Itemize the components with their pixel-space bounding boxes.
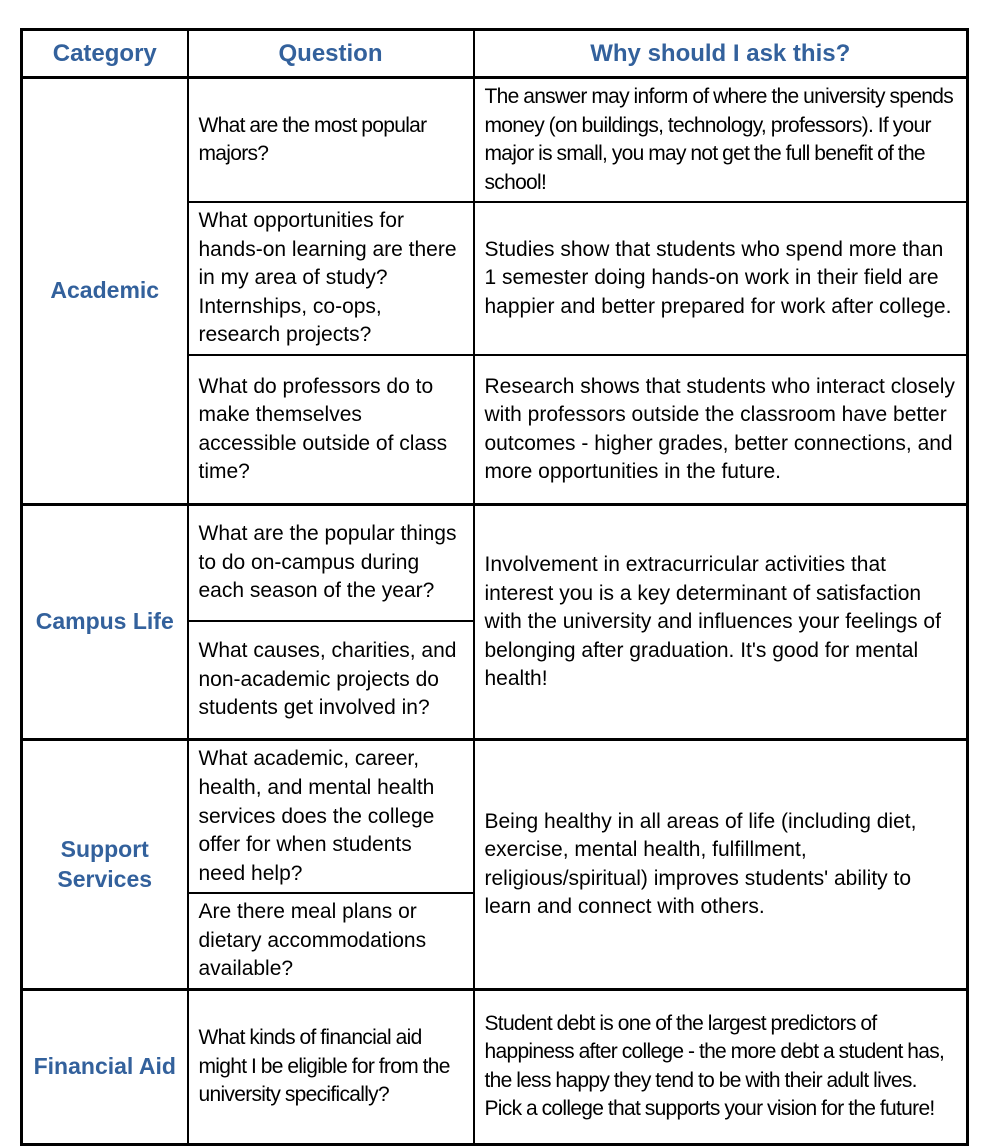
column-header-question: Question xyxy=(188,30,474,78)
question-cell-professor-access: What do professors do to make themselves accessible outside of class time? xyxy=(188,355,474,505)
table-row xyxy=(22,505,968,621)
category-cell-financial-aid: Financial Aid xyxy=(22,989,188,1144)
category-cell-academic: Academic xyxy=(22,78,188,505)
answer-cell-support-services: Being healthy in all areas of life (including diet, exercise, mental health, fulfillment, religious/spiritual) improves students' ability to learn and connect with others. xyxy=(474,740,968,989)
question-cell-meal-plans: Are there meal plans or dietary accommodations available? xyxy=(188,893,474,989)
table-row xyxy=(22,740,968,893)
table-row xyxy=(22,989,968,1144)
answer-cell-hands-on-learning: Studies show that students who spend more than 1 semester doing hands-on work in their field are happier and better prepared for work after college. xyxy=(474,202,968,355)
answer-cell-campus-life: Involvement in extracurricular activities that interest you is a key determinant of satisfaction with the university and influences your feelings of belonging after graduation. It's good for mental health! xyxy=(474,505,968,740)
category-cell-support-services: Support Services xyxy=(22,740,188,989)
header-row xyxy=(22,30,968,78)
question-cell-popular-majors: What are the most popular majors? xyxy=(188,78,474,203)
answer-cell-professor-access: Research shows that students who interact closely with professors outside the classroom have better outcomes - higher grades, better connections, and more opportunities in the future. xyxy=(474,355,968,505)
answer-cell-popular-majors: The answer may inform of where the university spends money (on buildings, technology, professors). If your major is small, you may not get the full benefit of the school! xyxy=(474,78,968,203)
category-cell-campus-life: Campus Life xyxy=(22,505,188,740)
question-cell-support-services: What academic, career, health, and mental health services does the college offer for when students need help? xyxy=(188,740,474,893)
column-header-category: Category xyxy=(22,30,188,78)
question-cell-financial-aid: What kinds of financial aid might I be eligible for from the university specifically? xyxy=(188,989,474,1144)
column-header-why: Why should I ask this? xyxy=(474,30,968,78)
question-cell-hands-on-learning: What opportunities for hands-on learning are there in my area of study? Internships, co-ops, research projects? xyxy=(188,202,474,355)
college-questions-table xyxy=(20,28,969,1146)
table-row xyxy=(22,78,968,203)
answer-cell-financial-aid: Student debt is one of the largest predictors of happiness after college - the more debt a student has, the less happy they tend to be with their adult lives. Pick a college that supports your vision for the future! xyxy=(474,989,968,1144)
question-cell-causes-charities: What causes, charities, and non-academic projects do students get involved in? xyxy=(188,621,474,740)
question-cell-on-campus-activities: What are the popular things to do on-campus during each season of the year? xyxy=(188,505,474,621)
